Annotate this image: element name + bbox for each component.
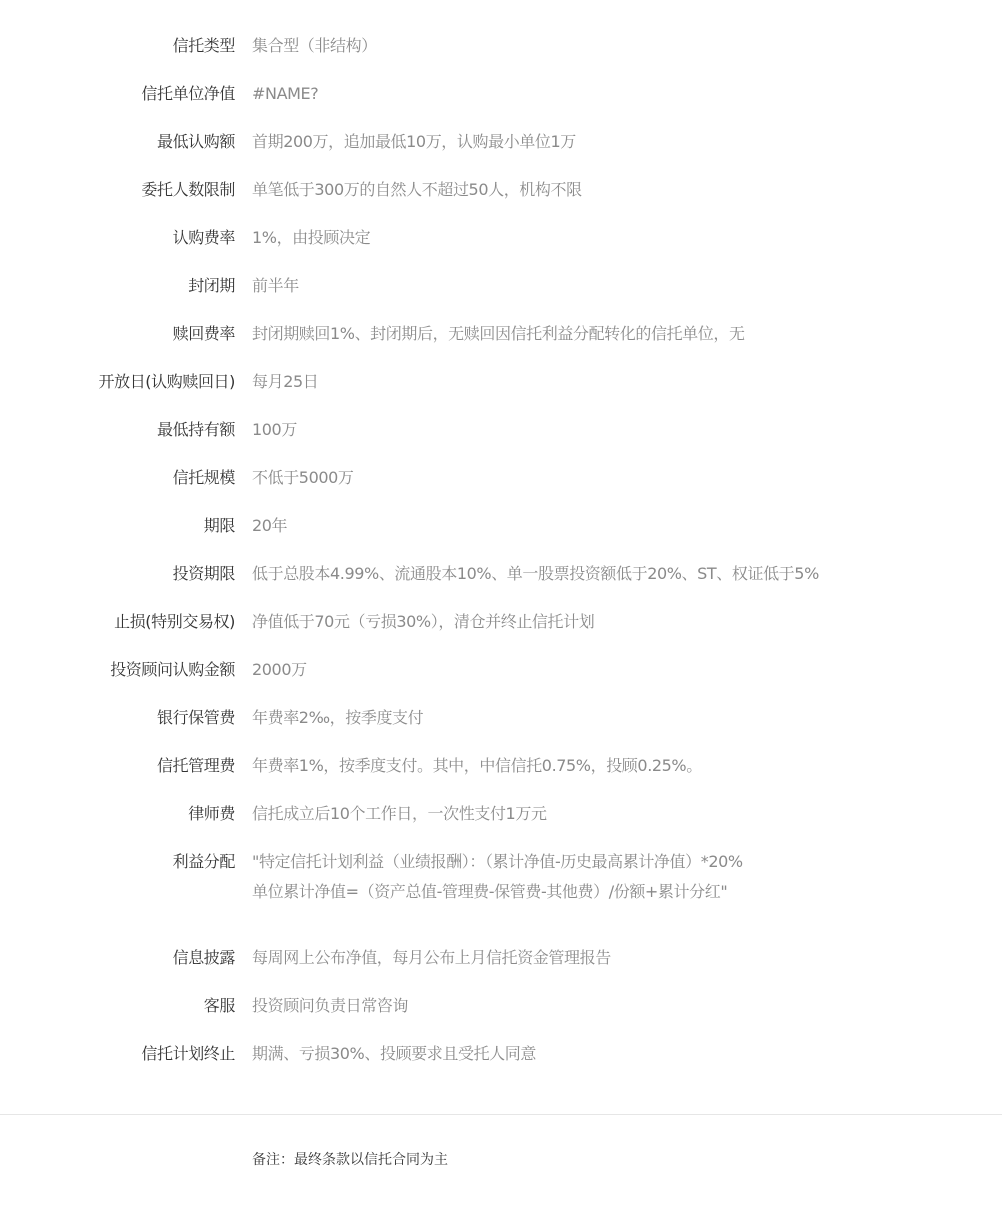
detail-row-open-day (0, 358, 1002, 406)
detail-label: 最低认购额 (156, 132, 235, 151)
detail-label: 封闭期 (188, 276, 235, 295)
detail-row-trust-scale (0, 454, 1002, 502)
detail-row-unit-nav (0, 70, 1002, 118)
detail-label: 投资顾问认购金额 (110, 660, 235, 679)
detail-value: 2000万 (252, 660, 307, 679)
detail-label: 赎回费率 (172, 324, 235, 343)
detail-row-customer-service (0, 982, 1002, 1030)
detail-label: 投资期限 (172, 564, 235, 583)
detail-value: #NAME? (252, 84, 319, 103)
detail-value: 净值低于70元（亏损30%），清仓并终止信托计划 (252, 612, 595, 631)
detail-label: 信托类型 (172, 36, 235, 55)
detail-row-management-fee (0, 742, 1002, 790)
detail-label: 期限 (203, 516, 235, 535)
detail-value: 每月25日 (252, 372, 319, 391)
detail-value (252, 838, 743, 907)
detail-row-trust-type (0, 22, 1002, 70)
detail-value: 单笔低于300万的自然人不超过50人，机构不限 (252, 180, 582, 199)
detail-value: 年费率2‰，按季度支付 (252, 708, 424, 727)
detail-row-lawyer-fee (0, 790, 1002, 838)
detail-value: 集合型（非结构） (252, 36, 377, 55)
detail-label: 开放日(认购赎回日) (98, 372, 235, 391)
detail-value: 每周网上公布净值，每月公布上月信托资金管理报告 (252, 948, 611, 967)
detail-label: 止损(特别交易权) (114, 612, 235, 631)
detail-value-line: 单位累计净值=（资产总值-管理费-保管费-其他费）/份额+累计分红" (252, 882, 728, 901)
detail-value: 前半年 (252, 276, 299, 295)
detail-label: 律师费 (188, 804, 235, 823)
detail-row-term (0, 502, 1002, 550)
detail-value: 首期200万，追加最低10万，认购最小单位1万 (252, 132, 576, 151)
detail-value: 年费率1%，按季度支付。其中，中信信托0.75%，投顾0.25%。 (252, 756, 702, 775)
detail-value: 100万 (252, 420, 297, 439)
section-divider (0, 1114, 1002, 1115)
detail-row-lockup-period (0, 262, 1002, 310)
detail-label: 信托规模 (172, 468, 235, 487)
detail-label: 最低持有额 (156, 420, 235, 439)
detail-value: 投资顾问负责日常咨询 (252, 996, 409, 1015)
detail-value: 1%，由投顾决定 (252, 228, 371, 247)
detail-value: 不低于5000万 (252, 468, 354, 487)
detail-row-investor-limit (0, 166, 1002, 214)
detail-value: 信托成立后10个工作日，一次性支付1万元 (252, 804, 547, 823)
detail-value: 低于总股本4.99%、流通股本10%、单一股票投资额低于20%、ST、权证低于5% (252, 564, 819, 583)
trust-detail-list (0, 22, 1002, 1078)
detail-row-profit-distribution (0, 838, 1002, 934)
detail-value: 期满、亏损30%、投顾要求且受托人同意 (252, 1044, 536, 1063)
detail-value-line: "特定信托计划利益（业绩报酬）：（累计净值-历史最高累计净值）*20% (252, 852, 743, 871)
detail-row-min-subscription (0, 118, 1002, 166)
detail-label: 信息披露 (172, 948, 235, 967)
detail-row-custody-fee (0, 694, 1002, 742)
detail-label: 信托计划终止 (141, 1044, 235, 1063)
detail-label: 利益分配 (172, 852, 235, 871)
detail-row-disclosure (0, 934, 1002, 982)
detail-label: 信托单位净值 (141, 84, 235, 103)
detail-label: 银行保管费 (156, 708, 235, 727)
footnote: 备注：最终条款以信托合同为主 (252, 1152, 448, 1168)
detail-row-stop-loss (0, 598, 1002, 646)
detail-label: 信托管理费 (156, 756, 235, 775)
detail-value: 20年 (252, 516, 288, 535)
detail-row-redemption-fee (0, 310, 1002, 358)
detail-row-investment-limits (0, 550, 1002, 598)
detail-row-advisor-subscription (0, 646, 1002, 694)
detail-row-subscription-fee (0, 214, 1002, 262)
detail-label: 认购费率 (172, 228, 235, 247)
detail-row-min-holding (0, 406, 1002, 454)
detail-label: 客服 (203, 996, 235, 1015)
detail-row-termination (0, 1030, 1002, 1078)
detail-value: 封闭期赎回1%、封闭期后，无赎回因信托利益分配转化的信托单位，无 (252, 324, 745, 343)
detail-label: 委托人数限制 (141, 180, 235, 199)
